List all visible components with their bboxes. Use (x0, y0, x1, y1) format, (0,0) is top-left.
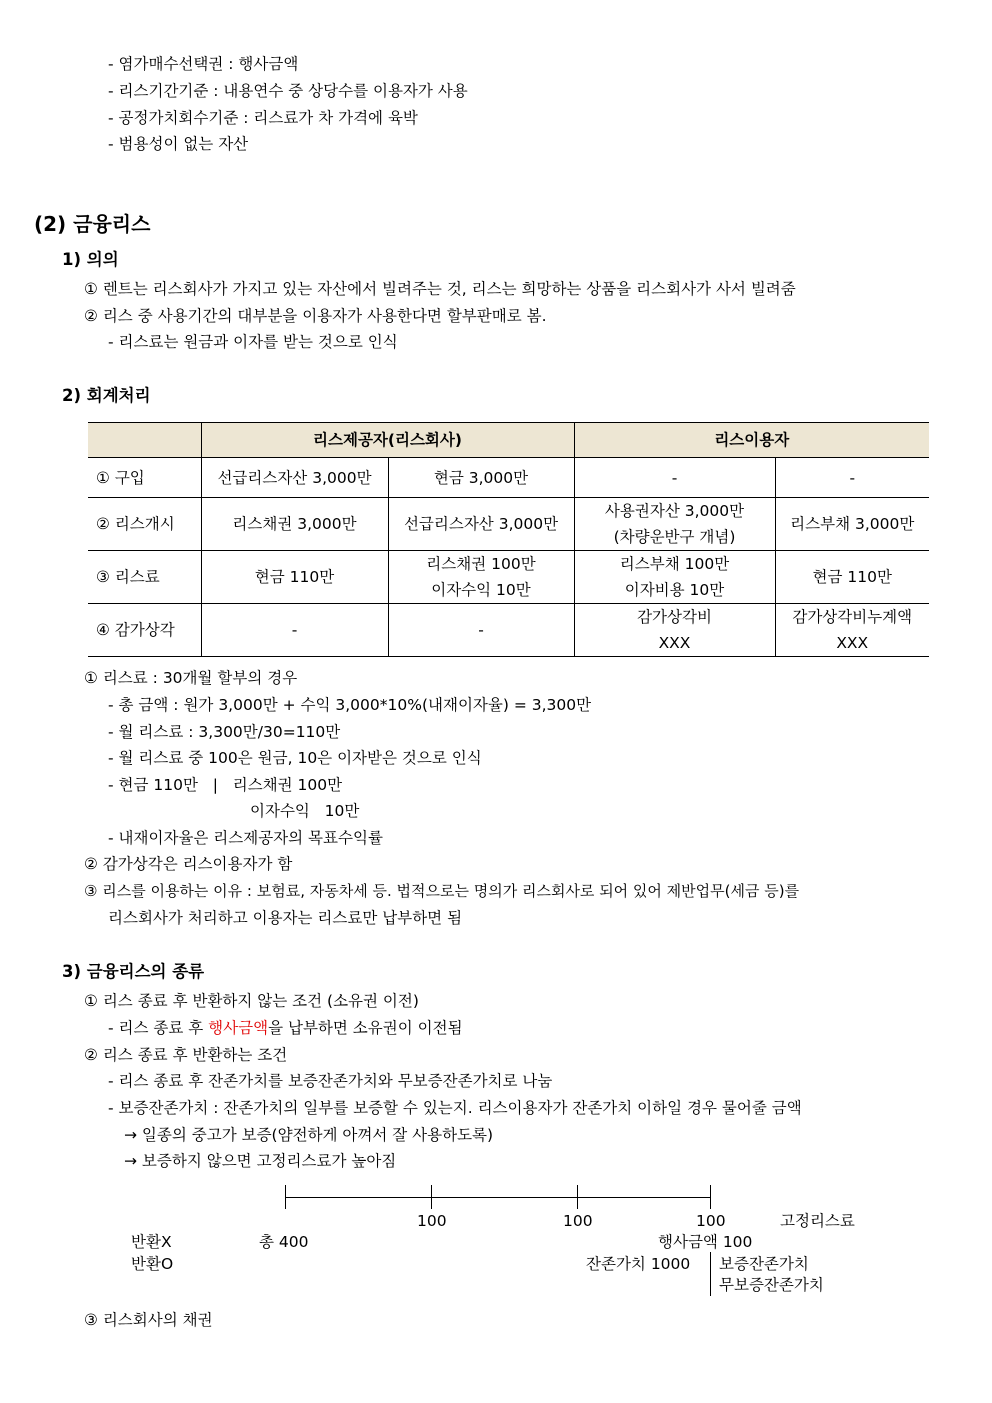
guaranteed-residual-label: 보증잔존가치 (719, 1255, 809, 1273)
row-label: ① 구입 (88, 458, 201, 498)
timeline-tick (710, 1185, 711, 1209)
table-cell (574, 498, 775, 551)
note-6: 이자수익 10만 (250, 802, 360, 820)
table-row (88, 458, 929, 498)
timeline-axis (285, 1197, 711, 1198)
cell-line: 리스채권 100만 (426, 555, 536, 573)
timeline-tick (431, 1185, 432, 1209)
meaning-item-2: ② 리스 중 사용기간의 대부분을 이용자가 사용한다면 할부판매로 봄. (84, 307, 547, 325)
subsection-title-accounting: 2) 회계처리 (62, 386, 151, 405)
note-9: ③ 리스를 이용하는 이유 : 보험료, 자동차세 등. 법적으로는 명의가 리스회사로 되어 있어 제반업무(세금 등)를 (84, 882, 800, 900)
types-item-4: - 리스 종료 후 잔존가치를 보증잔존가치와 무보증잔존가치로 나눔 (108, 1072, 553, 1090)
note-4: - 월 리스료 중 100은 원금, 10은 이자받은 것으로 인식 (108, 749, 482, 767)
types-item-2 (108, 1018, 463, 1038)
cell-line: 감가상각비 (637, 608, 712, 626)
note-2: - 총 금액 : 원가 3,000만 + 수익 3,000*10%(내재이자율) = 3,300만 (108, 696, 592, 714)
types-item-2-pre: - 리스 종료 후 (108, 1019, 209, 1037)
table-row (88, 551, 929, 604)
tick-label: 100 (563, 1212, 593, 1230)
table-row (88, 604, 929, 657)
note-1: ① 리스료 : 30개월 할부의 경우 (84, 669, 298, 687)
cell-line: 감가상각비누계액 (792, 608, 913, 626)
unguaranteed-residual-label: 무보증잔존가치 (719, 1276, 824, 1294)
table-cell: 선급리스자산 3,000만 (388, 498, 574, 551)
row-label: ③ 리스료 (88, 551, 201, 604)
table-cell: 현금 110만 (201, 551, 388, 604)
table-cell: 리스채권 3,000만 (201, 498, 388, 551)
no-return-label: 반환X (131, 1233, 172, 1251)
table-row (88, 498, 929, 551)
note-10: 리스회사가 처리하고 이용자는 리스료만 납부하면 됨 (108, 909, 463, 927)
cell-line: 사용권자산 3,000만 (604, 502, 745, 520)
subsection-title-meaning: 1) 의의 (62, 250, 119, 269)
types-item-1: ① 리스 종료 후 반환하지 않는 조건 (소유권 이전) (84, 992, 419, 1010)
timeline-tick (285, 1185, 286, 1209)
cell-line: 이자수익 10만 (431, 581, 531, 599)
accounting-table (88, 422, 929, 657)
table-cell (574, 551, 775, 604)
exercise-price-label: 행사금액 100 (658, 1233, 753, 1251)
header-empty (88, 423, 201, 458)
meaning-item-3: - 리스료는 원금과 이자를 받는 것으로 인식 (108, 333, 398, 351)
table-cell (388, 551, 574, 604)
table-cell: 현금 110만 (775, 551, 929, 604)
header-lessee: 리스이용자 (574, 423, 929, 458)
table-cell: 현금 3,000만 (388, 458, 574, 498)
cell-line: 리스부채 100만 (619, 555, 730, 573)
note-8: ② 감가상각은 리스이용자가 함 (84, 855, 293, 873)
note-7: - 내재이자율은 리스제공자의 목표수익률 (108, 829, 383, 847)
total-label: 총 400 (259, 1233, 309, 1251)
types-item-7: → 보증하지 않으면 고정리스료가 높아짐 (124, 1152, 397, 1170)
table-cell: - (775, 458, 929, 498)
fixed-lease-label: 고정리스료 (780, 1212, 855, 1230)
types-item-8: ③ 리스회사의 채권 (84, 1311, 213, 1329)
residual-divider (710, 1252, 711, 1296)
row-label: ④ 감가상각 (88, 604, 201, 657)
subsection-title-types: 3) 금융리스의 종류 (62, 962, 205, 981)
timeline-tick (577, 1185, 578, 1209)
types-item-5: - 보증잔존가치 : 잔존가치의 일부를 보증할 수 있는지. 리스이용자가 잔존가치 이하일 경우 물어줄 금액 (108, 1099, 802, 1117)
tick-label: 100 (417, 1212, 447, 1230)
bullet-bargain-purchase: - 염가매수선택권 : 행사금액 (108, 55, 299, 73)
return-label: 반환O (131, 1255, 174, 1273)
note-3: - 월 리스료 : 3,300만/30=110만 (108, 723, 341, 741)
types-item-3: ② 리스 종료 후 반환하는 조건 (84, 1046, 288, 1064)
table-cell: - (388, 604, 574, 657)
bullet-lease-term: - 리스기간기준 : 내용연수 중 상당수를 이용자가 사용 (108, 82, 468, 100)
section-title: (2) 금융리스 (34, 212, 151, 236)
table-header-row (88, 423, 929, 458)
cell-line: XXX (836, 634, 869, 652)
residual-value-label: 잔존가치 1000 (586, 1255, 691, 1273)
types-item-6: → 일종의 중고가 보증(얌전하게 아껴서 잘 사용하도록) (124, 1126, 494, 1144)
bullet-specialized-asset: - 범용성이 없는 자산 (108, 135, 249, 153)
cell-line: XXX (658, 634, 691, 652)
types-item-2-post: 을 납부하면 소유권이 이전됨 (268, 1019, 463, 1037)
table-cell: 리스부채 3,000만 (775, 498, 929, 551)
exercise-price-highlight: 행사금액 (208, 1019, 269, 1037)
cell-line: 이자비용 10만 (624, 581, 725, 599)
note-5: - 현금 110만 | 리스채권 100만 (108, 776, 343, 794)
bullet-fair-value: - 공정가치회수기준 : 리스료가 차 가격에 육박 (108, 109, 418, 127)
table-cell (574, 604, 775, 657)
row-label: ② 리스개시 (88, 498, 201, 551)
cell-line: (차량운반구 개념) (613, 528, 736, 546)
table-cell: 선급리스자산 3,000만 (201, 458, 388, 498)
table-cell (775, 604, 929, 657)
table-cell: - (574, 458, 775, 498)
table-cell: - (201, 604, 388, 657)
header-lessor: 리스제공자(리스회사) (201, 423, 574, 458)
tick-label: 100 (696, 1212, 726, 1230)
meaning-item-1: ① 렌트는 리스회사가 가지고 있는 자산에서 빌려주는 것, 리스는 희망하는 상품을 리스회사가 사서 빌려줌 (84, 280, 796, 298)
